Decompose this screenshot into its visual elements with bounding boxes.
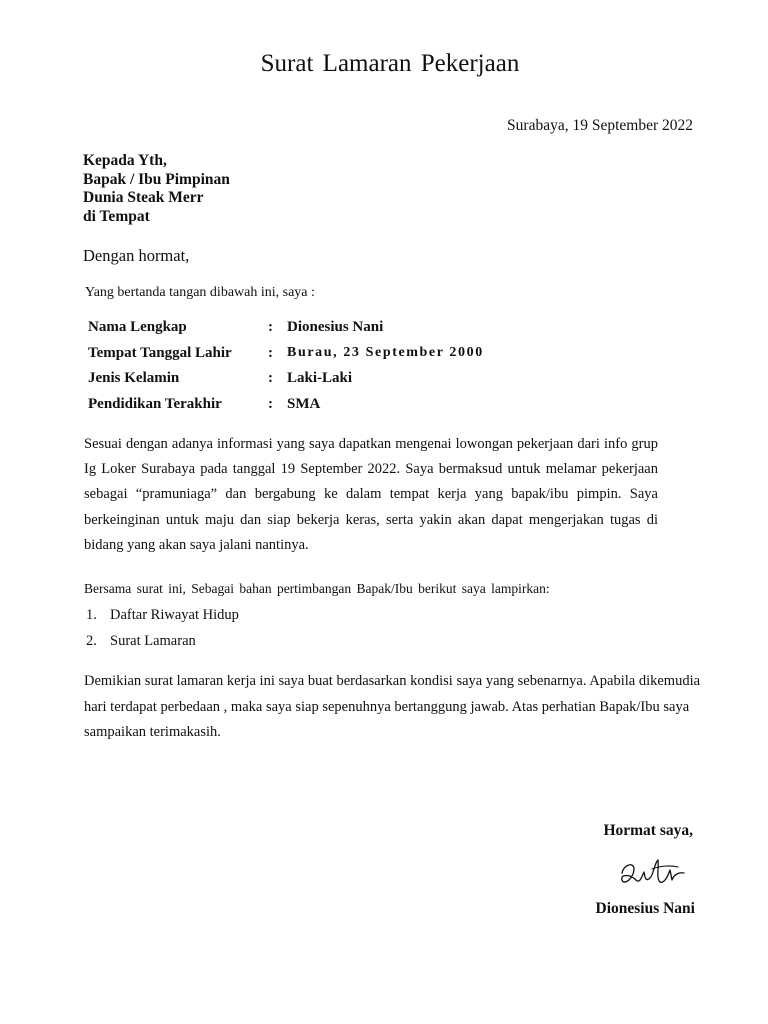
- identity-label: Tempat Tanggal Lahir: [88, 344, 232, 361]
- recipient-line: di Tempat: [83, 207, 150, 225]
- identity-value: Dionesius Nani: [287, 319, 384, 335]
- body-paragraph: Sesuai dengan adanya informasi yang saya dapatkan mengenai lowongan pekerjaan dari info grup Ig Loker Surabaya pada tanggal 19 September 2022. Saya bermaksud untuk melamar pekerjaan sebagai “pramuniaga” dan bergabung ke dalam tempat kerja yang bapak/ibu pimpin. Saya berkeinginan untuk maju dan siap bekerja keras, serta yakin akan dapat mengerjakan tugas di bidang yang akan saya jalani nantinya.: [84, 436, 658, 553]
- regards-line: Hormat saya,: [603, 822, 693, 839]
- list-item-text: Daftar Riwayat Hidup: [110, 607, 239, 623]
- list-item-number: 1.: [86, 607, 97, 623]
- date-line: Surabaya, 19 September 2022: [507, 117, 693, 134]
- identity-label: Pendidikan Terakhir: [88, 395, 222, 412]
- identity-label: Nama Lengkap: [88, 319, 187, 335]
- identity-label: Jenis Kelamin: [88, 370, 180, 386]
- signature-image: [612, 852, 688, 890]
- list-item-number: 2.: [86, 632, 97, 649]
- identity-colon: :: [268, 319, 273, 335]
- signer-name: Dionesius Nani: [595, 900, 695, 917]
- greeting: Dengan hormat,: [83, 246, 190, 265]
- recipient-line: Bapak / Ibu Pimpinan: [83, 170, 230, 188]
- list-item: [86, 629, 239, 655]
- recipient-line: Kepada Yth,: [83, 152, 167, 169]
- letter-title: Surat Lamaran Pekerjaan: [260, 50, 520, 77]
- identity-colon: :: [268, 395, 273, 412]
- attachment-list: [86, 603, 239, 654]
- intro-line: Yang bertanda tangan dibawah ini, saya :: [85, 285, 315, 300]
- attachment-intro: Bersama surat ini, Sebagai bahan pertimbangan Bapak/Ibu berikut saya lampirkan:: [84, 581, 550, 596]
- recipient-line: Dunia Steak Merr: [83, 189, 204, 206]
- identity-value: Laki-Laki: [287, 370, 353, 386]
- list-item: [86, 603, 239, 629]
- identity-colon: :: [268, 344, 273, 361]
- recipient-block: [83, 152, 230, 226]
- list-item-text: Surat Lamaran: [110, 632, 196, 649]
- closing-paragraph: Demikian surat lamaran kerja ini saya buat berdasarkan kondisi saya yang sebenarnya. Apabila dikemudia hari terdapat perbedaan , maka saya siap sepenuhnya bertanggung jawab. Atas perhatian Bapak/Ibu saya sampaikan terimakasih.: [84, 673, 701, 740]
- identity-colon: :: [268, 370, 273, 386]
- identity-value: SMA: [287, 395, 321, 412]
- identity-value: Burau, 23 September 2000: [287, 344, 484, 360]
